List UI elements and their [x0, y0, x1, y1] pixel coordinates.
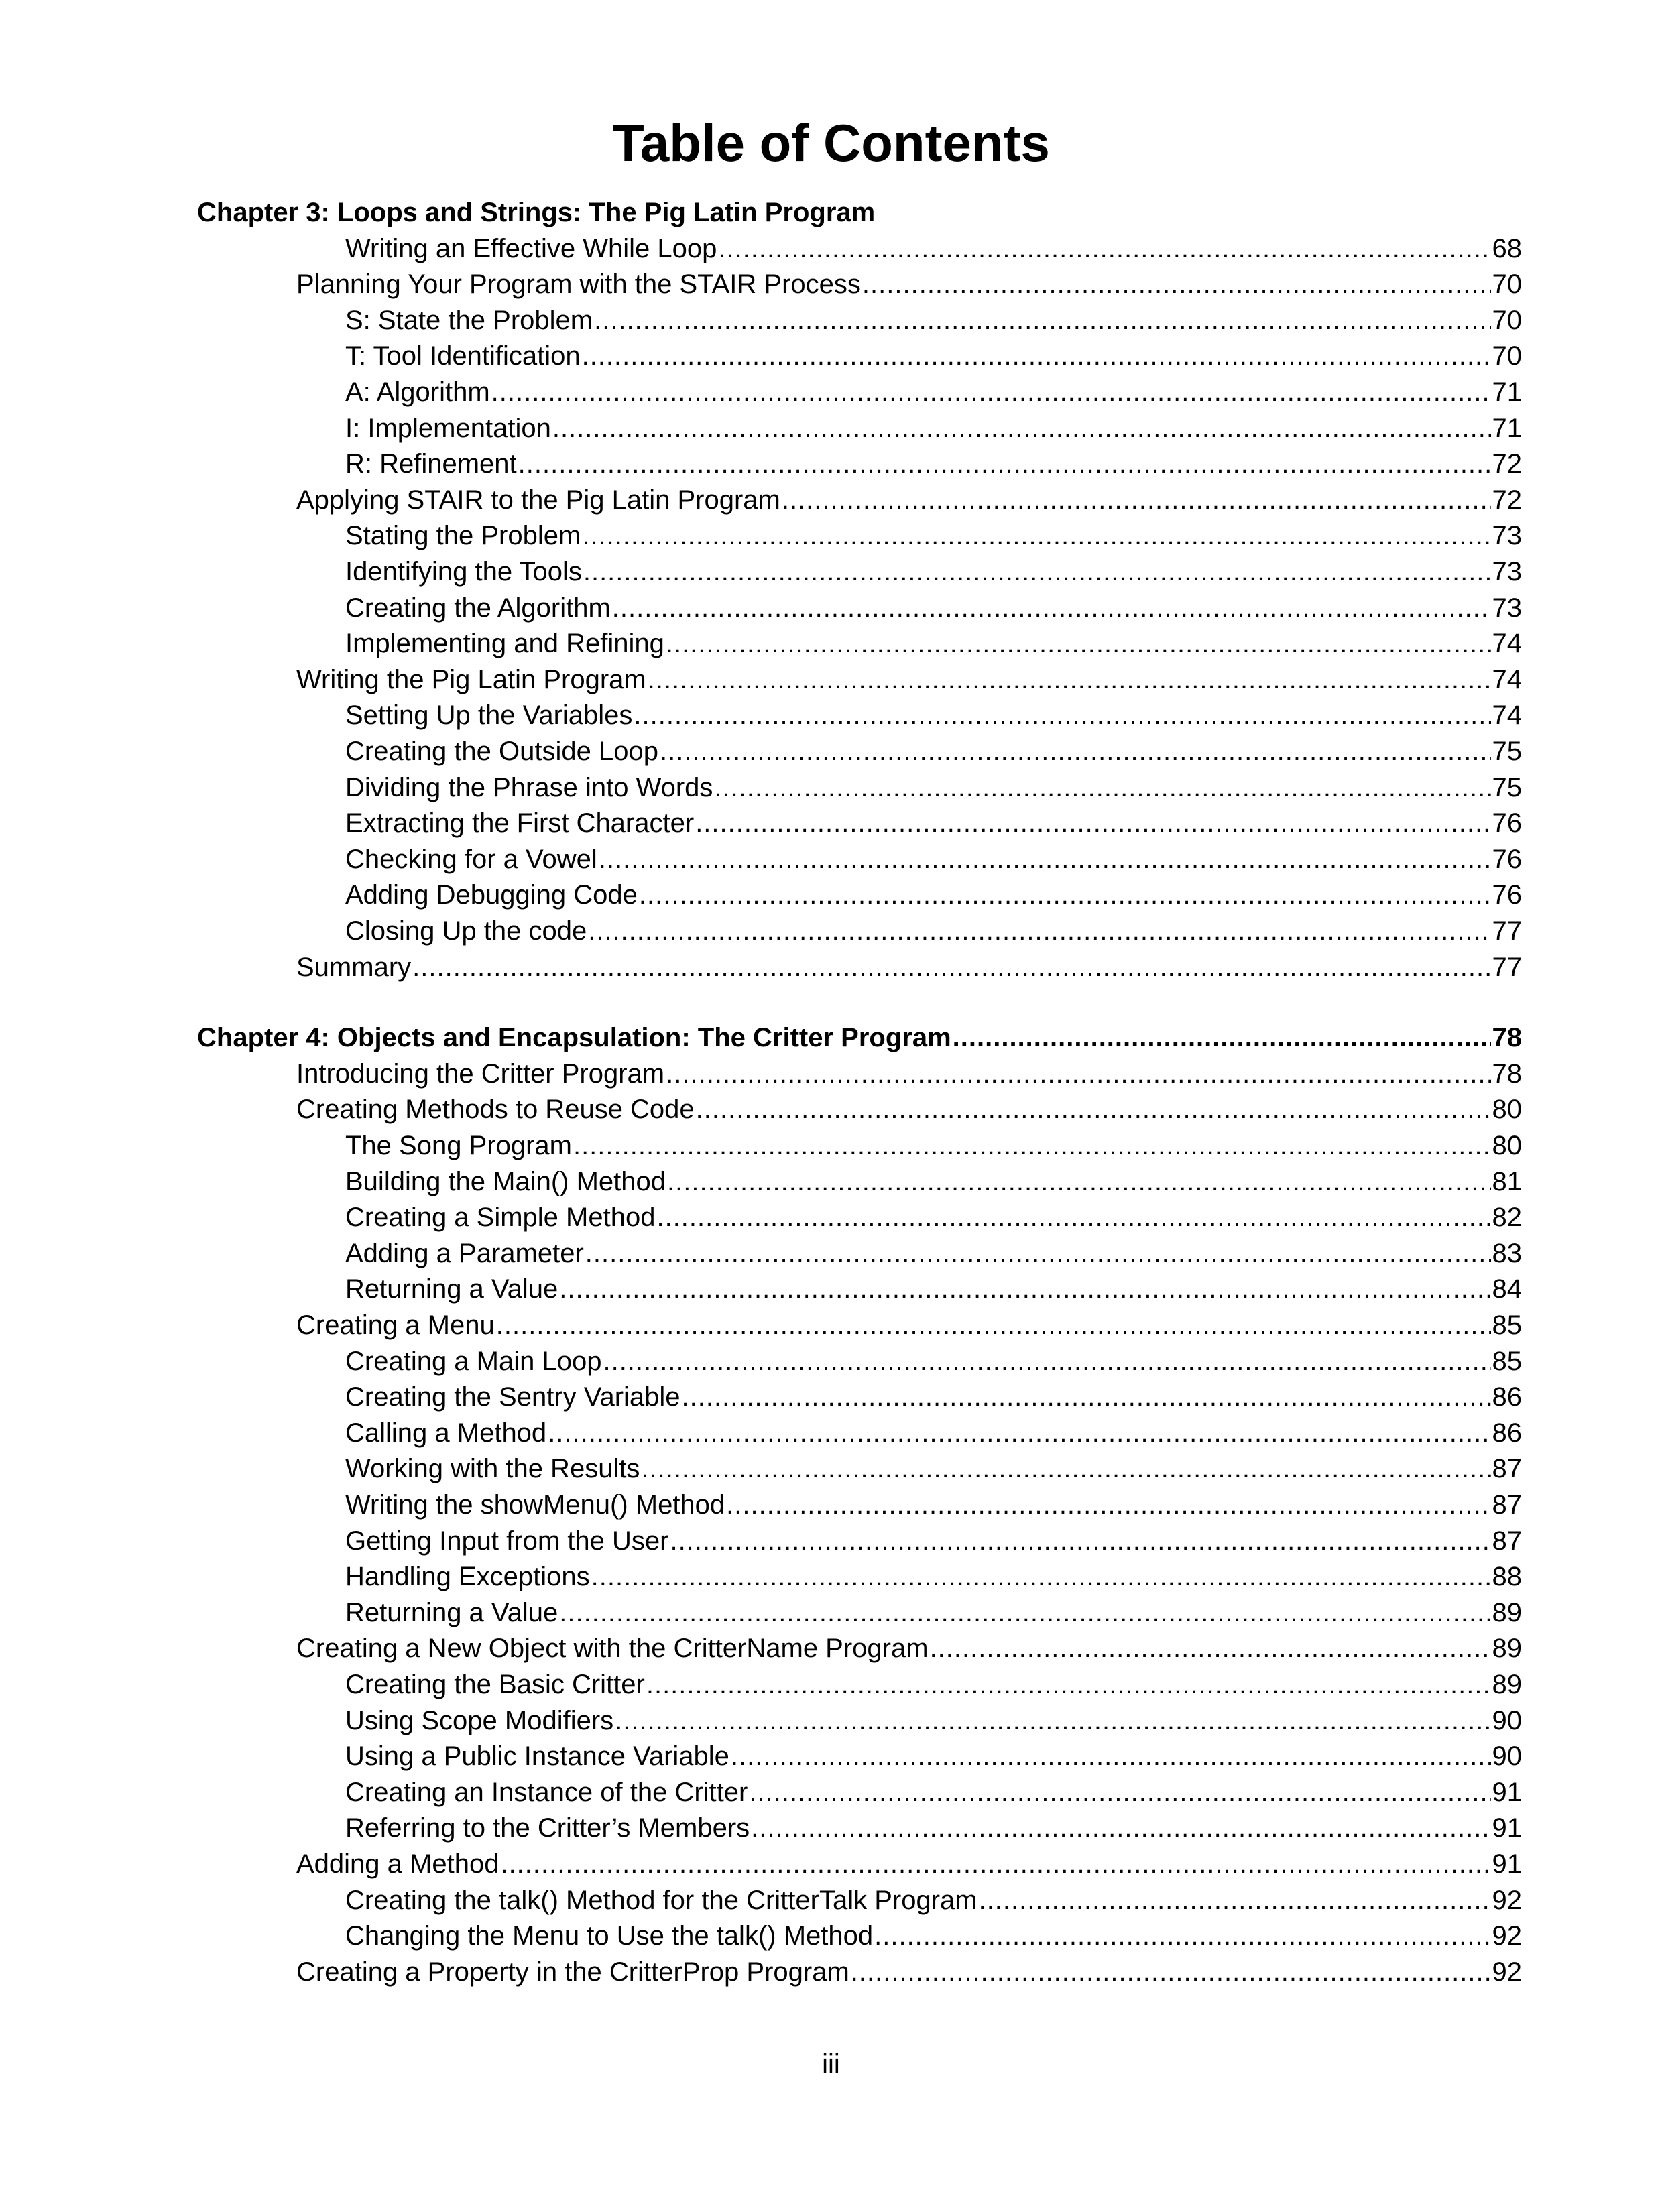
toc-entry-title: Adding a Parameter	[345, 1239, 584, 1268]
toc-entry-title: Creating the Outside Loop	[345, 737, 658, 766]
toc-entry-title: Creating a Menu	[296, 1310, 495, 1340]
dot-leader	[548, 1415, 1490, 1451]
toc-entry-title: Returning a Value	[345, 1598, 558, 1627]
toc-entry-title: Summary	[296, 953, 412, 982]
page-number: iii	[822, 2049, 840, 2079]
toc-entry-page: 73	[1492, 593, 1522, 623]
dot-leader	[695, 805, 1490, 841]
toc-entry-page: 90	[1492, 1706, 1522, 1735]
toc-entry-title: Introducing the Critter Program	[296, 1059, 665, 1089]
toc-entry	[345, 446, 1522, 482]
toc-entry-title: Creating a Simple Method	[345, 1203, 656, 1232]
toc-entry-title: Chapter 4: Objects and Encapsulation: The Critter Program	[197, 1023, 951, 1052]
toc-entry	[296, 662, 1522, 698]
toc-entry-title: Creating a Property in the CritterProp Program	[296, 1957, 849, 1987]
toc-entry	[345, 697, 1522, 733]
toc-entry-page: 91	[1492, 1778, 1522, 1807]
toc-entry-title: Working with the Results	[345, 1454, 640, 1483]
toc-entry	[345, 554, 1522, 590]
toc-entry-page: 92	[1492, 1921, 1522, 1951]
toc-entry-page: 76	[1492, 808, 1522, 838]
dot-leader	[591, 1558, 1491, 1595]
toc-entry-title: Extracting the First Character	[345, 808, 695, 838]
toc-entry	[345, 302, 1522, 339]
toc-entry-page: 85	[1492, 1310, 1522, 1340]
toc-entry-page: 92	[1492, 1886, 1522, 1915]
dot-leader	[559, 1271, 1490, 1307]
toc-entry-page: 86	[1492, 1382, 1522, 1412]
toc-entry-page: 70	[1492, 341, 1522, 371]
toc-entry	[345, 770, 1522, 806]
toc-entry-title: Building the Main() Method	[345, 1167, 666, 1196]
toc-entry-page: 77	[1492, 916, 1522, 946]
dot-leader	[953, 1020, 1491, 1056]
toc-entry	[345, 1918, 1522, 1954]
toc-entry	[345, 1271, 1522, 1307]
toc-entry	[296, 1091, 1522, 1127]
toc-entry-title: Identifying the Tools	[345, 557, 582, 587]
toc-entry-page: 89	[1492, 1598, 1522, 1627]
dot-leader	[585, 1235, 1491, 1272]
toc-entry-page: 75	[1492, 773, 1522, 802]
toc-entry	[345, 913, 1522, 949]
dot-leader	[603, 1343, 1490, 1379]
toc-entry-page: 91	[1492, 1813, 1522, 1843]
toc-entry-title: Writing the showMenu() Method	[345, 1490, 725, 1520]
dot-leader	[582, 517, 1490, 554]
toc-entry-page: 78	[1492, 1023, 1522, 1052]
toc-entry-title: Adding a Method	[296, 1849, 499, 1879]
dot-leader	[726, 1487, 1490, 1523]
toc-entry	[345, 590, 1522, 626]
toc-entry	[345, 841, 1522, 877]
toc-entry-page: 74	[1492, 700, 1522, 730]
dot-leader	[751, 1810, 1490, 1846]
toc-entry-page: 75	[1492, 737, 1522, 766]
dot-leader	[412, 949, 1490, 985]
toc-entry-page: 74	[1492, 665, 1522, 694]
toc-entry	[296, 949, 1522, 985]
toc-entry	[345, 1666, 1522, 1703]
toc-entry-page: 76	[1492, 880, 1522, 910]
toc-entry-title: Calling a Method	[345, 1418, 547, 1448]
toc-entry-page: 72	[1492, 485, 1522, 515]
dot-leader	[573, 1127, 1491, 1164]
toc-entry	[296, 1056, 1522, 1092]
dot-leader	[696, 1091, 1491, 1127]
toc-entry-page: 86	[1492, 1418, 1522, 1448]
toc-entry-page: 70	[1492, 269, 1522, 299]
dot-leader	[660, 733, 1491, 770]
toc-entry-title: Dividing the Phrase into Words	[345, 773, 713, 802]
dot-leader	[714, 770, 1490, 806]
toc-entry-title: I: Implementation	[345, 414, 551, 443]
dot-leader	[930, 1630, 1491, 1666]
dot-leader	[731, 1738, 1491, 1774]
toc-chapter-heading	[197, 194, 1522, 231]
toc-entry-title: Using Scope Modifiers	[345, 1706, 614, 1735]
toc-entry-page: 82	[1492, 1203, 1522, 1232]
toc-entry	[345, 1595, 1522, 1631]
toc-entry-page: 91	[1492, 1849, 1522, 1879]
toc-entry-page: 77	[1492, 953, 1522, 982]
toc-entry-title: T: Tool Identification	[345, 341, 581, 371]
toc-entry-title: Creating the Algorithm	[345, 593, 611, 623]
toc-entry-title: Stating the Problem	[345, 521, 581, 550]
toc-entry-title: Writing an Effective While Loop	[345, 234, 717, 263]
dot-leader	[594, 302, 1490, 339]
dot-leader	[749, 1774, 1490, 1810]
toc-entry-title: A: Algorithm	[345, 377, 490, 407]
dot-leader	[862, 266, 1491, 302]
toc-entry-title: Changing the Menu to Use the talk() Method	[345, 1921, 874, 1951]
toc-entry	[345, 1379, 1522, 1415]
toc-chapter-heading	[197, 1020, 1522, 1056]
toc-entry	[345, 1164, 1522, 1200]
toc-entry	[296, 1307, 1522, 1343]
toc-entry	[345, 410, 1522, 446]
toc-entry	[345, 1738, 1522, 1774]
toc-entry	[296, 1846, 1522, 1882]
toc-entry-page: 89	[1492, 1670, 1522, 1699]
dot-leader	[656, 1199, 1490, 1235]
toc-entry	[345, 733, 1522, 770]
dot-leader	[782, 482, 1491, 518]
toc-entry-title: Handling Exceptions	[345, 1562, 590, 1591]
dot-leader	[641, 1451, 1490, 1487]
toc-entry	[345, 805, 1522, 841]
toc-entry-title: Applying STAIR to the Pig Latin Program	[296, 485, 780, 515]
toc-entry	[345, 1235, 1522, 1272]
toc-entry	[345, 1451, 1522, 1487]
dot-leader	[552, 410, 1491, 446]
dot-leader	[582, 338, 1491, 374]
dot-leader	[615, 1703, 1490, 1739]
dot-leader	[518, 446, 1491, 482]
toc-entry-page: 68	[1492, 234, 1522, 263]
toc-entry-page: 72	[1492, 449, 1522, 479]
dot-leader	[682, 1379, 1491, 1415]
dot-leader	[599, 841, 1491, 877]
toc-entry	[345, 625, 1522, 662]
toc-entry-page: 80	[1492, 1095, 1522, 1124]
toc-entry-title: Creating the talk() Method for the CritterTalk Program	[345, 1886, 977, 1915]
toc-entry-page: 73	[1492, 557, 1522, 587]
toc-entry-title: Implementing and Refining	[345, 629, 664, 658]
toc-entry-page: 71	[1492, 377, 1522, 407]
toc-entry	[345, 374, 1522, 410]
toc-entry	[296, 482, 1522, 518]
toc-entry-page: 78	[1492, 1059, 1522, 1089]
dot-leader	[491, 374, 1491, 410]
dot-leader	[496, 1307, 1491, 1343]
toc-entry-title: Adding Debugging Code	[345, 880, 638, 910]
dot-leader	[667, 1164, 1490, 1200]
toc-entry	[296, 1954, 1522, 1990]
dot-leader	[874, 1918, 1490, 1954]
toc-entry-title: Setting Up the Variables	[345, 700, 633, 730]
toc-entry-title: Planning Your Program with the STAIR Process	[296, 269, 861, 299]
toc-entry-page: 88	[1492, 1562, 1522, 1591]
toc-entry	[345, 877, 1522, 913]
toc-entry-page: 85	[1492, 1347, 1522, 1376]
toc-entry-page: 81	[1492, 1167, 1522, 1196]
dot-leader	[979, 1882, 1491, 1918]
toc-entry-page: 84	[1492, 1274, 1522, 1304]
toc-entry	[345, 1487, 1522, 1523]
toc-entry	[345, 1703, 1522, 1739]
dot-leader	[648, 662, 1491, 698]
toc-entry-title: Checking for a Vowel	[345, 845, 597, 874]
toc-entry-title: Creating an Instance of the Critter	[345, 1778, 748, 1807]
toc-entry	[296, 266, 1522, 302]
toc-entry-page: 87	[1492, 1526, 1522, 1556]
toc-entry-title: Using a Public Instance Variable	[345, 1741, 729, 1771]
toc-entry-page: 92	[1492, 1957, 1522, 1987]
toc-entry-page: 89	[1492, 1634, 1522, 1663]
toc-entry	[345, 231, 1522, 267]
page-title: Table of Contents	[612, 113, 1050, 172]
toc-entry-title: Chapter 3: Loops and Strings: The Pig Latin Program	[197, 198, 876, 227]
toc-entry-title: Closing Up the code	[345, 916, 587, 946]
toc-entry-title: Creating Methods to Reuse Code	[296, 1095, 695, 1124]
dot-leader	[666, 1056, 1490, 1092]
toc-entry-page: 80	[1492, 1131, 1522, 1160]
toc-entry	[296, 1630, 1522, 1666]
toc-entry-title: S: State the Problem	[345, 306, 593, 335]
toc-entry-title: The Song Program	[345, 1131, 572, 1160]
toc-entry-page: 90	[1492, 1741, 1522, 1771]
toc-entry	[345, 1523, 1522, 1559]
toc-entry-page: 83	[1492, 1239, 1522, 1268]
dot-leader	[559, 1595, 1490, 1631]
dot-leader	[500, 1846, 1490, 1882]
toc-entry-page: 87	[1492, 1454, 1522, 1483]
dot-leader	[583, 554, 1491, 590]
dot-leader	[634, 697, 1490, 733]
toc-entry	[345, 1774, 1522, 1810]
toc-entry-title: Returning a Value	[345, 1274, 558, 1304]
toc-entry	[345, 517, 1522, 554]
toc-entry-page: 71	[1492, 414, 1522, 443]
toc-entry	[345, 1415, 1522, 1451]
toc-entry-title: Referring to the Critter’s Members	[345, 1813, 750, 1843]
toc-entry-title: Creating the Sentry Variable	[345, 1382, 680, 1412]
toc-entry-page: 74	[1492, 629, 1522, 658]
toc-entry	[345, 1199, 1522, 1235]
toc-entry-page: 70	[1492, 306, 1522, 335]
toc-entry	[345, 1810, 1522, 1846]
toc-entry	[345, 1127, 1522, 1164]
dot-leader	[639, 877, 1491, 913]
dot-leader	[670, 1523, 1490, 1559]
dot-leader	[588, 913, 1490, 949]
toc-entry	[345, 1558, 1522, 1595]
toc-entry-title: Creating a Main Loop	[345, 1347, 602, 1376]
toc-entry	[345, 1882, 1522, 1918]
toc-entry-title: Creating the Basic Critter	[345, 1670, 645, 1699]
toc-entry-title: Writing the Pig Latin Program	[296, 665, 646, 694]
dot-leader	[718, 231, 1490, 267]
dot-leader	[851, 1954, 1491, 1990]
dot-leader	[612, 590, 1491, 626]
dot-leader	[646, 1666, 1491, 1703]
toc-entry	[345, 1343, 1522, 1379]
toc-entry-page: 87	[1492, 1490, 1522, 1520]
toc-entry-title: Getting Input from the User	[345, 1526, 669, 1556]
toc-entry-title: R: Refinement	[345, 449, 517, 479]
toc-entry-page: 76	[1492, 845, 1522, 874]
toc-entry	[345, 338, 1522, 374]
toc-entry-title: Creating a New Object with the CritterName Program	[296, 1634, 929, 1663]
dot-leader	[666, 625, 1491, 662]
toc-entry-page: 73	[1492, 521, 1522, 550]
